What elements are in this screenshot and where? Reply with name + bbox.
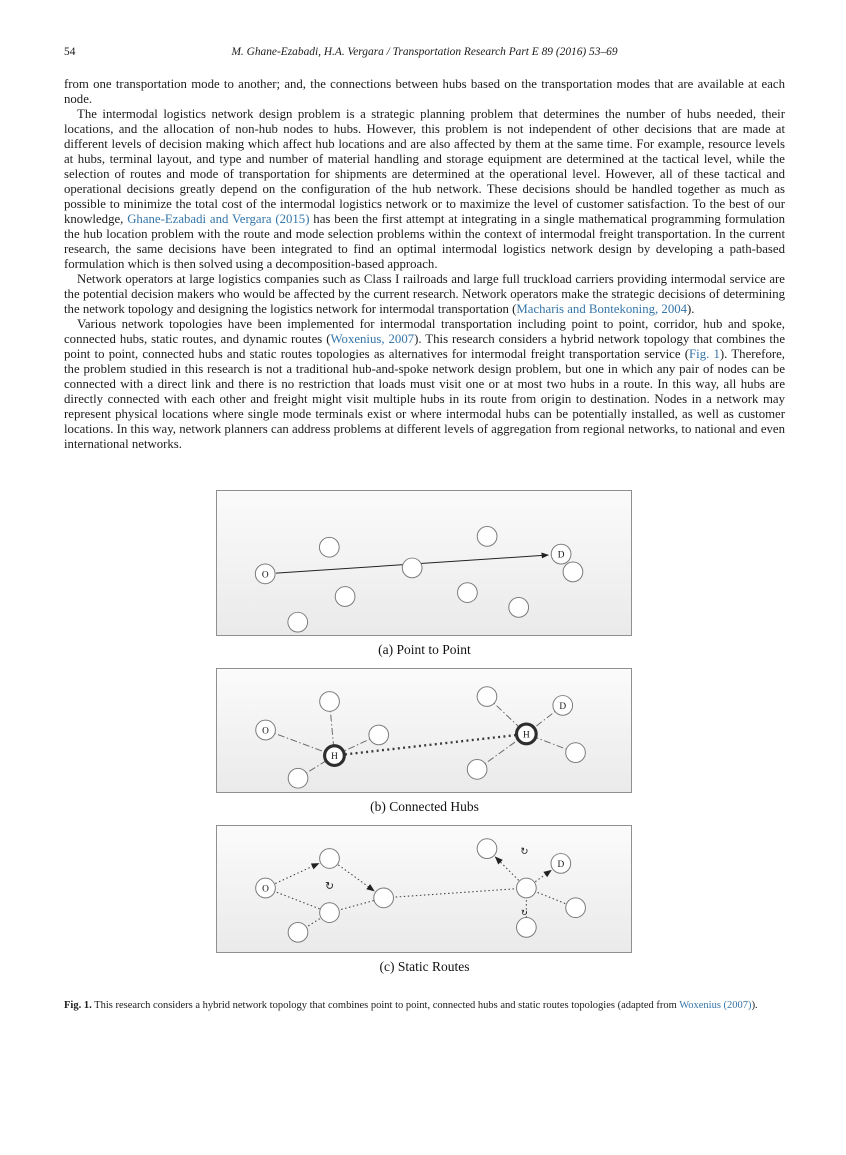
network-nodes bbox=[255, 839, 585, 942]
origin-node bbox=[255, 878, 275, 898]
network-node bbox=[477, 839, 497, 859]
network-node bbox=[508, 598, 528, 618]
origin-label: O bbox=[261, 570, 269, 581]
subcaption-c: (c) Static Routes bbox=[379, 959, 470, 974]
connected-hubs-diagram bbox=[216, 668, 632, 793]
citation-link[interactable]: Macharis and Bontekoning, 2004 bbox=[516, 302, 688, 316]
network-node bbox=[477, 527, 497, 547]
network-node bbox=[565, 898, 585, 918]
network-node bbox=[287, 612, 307, 632]
text-run: Network operators at large logistics companies such as Class I railroads and large full truckload carriers providing intermodal service are the potential decision makers who would be affected by the current research. Network operators make the strategic decisions of determining the network topology and designing the logistics network for intermodal transportation ( bbox=[64, 272, 785, 316]
text-run: ). bbox=[687, 302, 695, 316]
destination-node bbox=[550, 854, 570, 874]
text-run: Various network topologies have been implemented for intermodal transportation including point to point, corridor, hub and spoke, connected hubs, static routes, and dynamic routes ( bbox=[64, 317, 785, 346]
network-node bbox=[373, 888, 393, 908]
destination-label: D bbox=[558, 701, 566, 712]
citation-link[interactable]: Woxenius (2007) bbox=[679, 1000, 752, 1011]
destination-node bbox=[551, 544, 571, 564]
text-run: ). This research considers a hybrid network topology that combines the point to point, connected hubs and static routes topologies as alternatives for intermodal freight transportation service ( bbox=[64, 332, 786, 361]
hub-label: H bbox=[330, 752, 338, 763]
text-run: ). Therefore, the problem studied in this research is not a traditional hub-and-spoke network design problem, but one in which any pair of nodes can be connected with a direct link and there is no restriction that loads must visit one or at most two hubs in a route. In this way, all hubs are directly connected with each other and freight might visit multiple hubs in its route from origin to destination. Nodes in a network may represent physical locations where single mode terminals exist or where intermodal hubs can be potentially installed, as well as customer locations. In this way, network planners can address problems at different levels of aggregation from regional networks, to national and even international networks. bbox=[64, 347, 785, 451]
origin-node bbox=[255, 720, 275, 740]
network-node bbox=[368, 725, 388, 745]
hub-node bbox=[516, 724, 536, 744]
hub-label: H bbox=[522, 730, 530, 741]
destination-label: D bbox=[557, 550, 564, 561]
inter-cluster-route bbox=[383, 888, 526, 898]
text-run: ). bbox=[751, 1000, 758, 1011]
network-node bbox=[467, 760, 487, 780]
paragraph bbox=[64, 77, 785, 107]
figure-caption bbox=[64, 999, 785, 1013]
citation-link[interactable]: Fig. 1 bbox=[689, 347, 720, 361]
network-node bbox=[516, 878, 536, 898]
origin-node bbox=[255, 564, 275, 584]
destination-node bbox=[552, 696, 572, 716]
text-run: The intermodal logistics network design problem is a strategic planning problem that determines the number of hubs needed, their locations, and the allocation of non-hub nodes to hubs. However, this problem is not independent of other decisions that are made at different levels of decision making which affect hub locations and are also affected by them at the same time. For example, resource levels at hubs, terminal layout, and type and number of material handling and storage equipment are determined at the tactical level, while the selection of routes and mode of transportation for shipments are determined at the operational level. However, all of these tactical and operational decisions greatly depend on the configuration of the hub network. These decisions should be handled together as much as possible to minimize the total cost of the intermodal logistics network or to maximize the level of customer satisfaction. To the best of our knowledge, bbox=[64, 107, 785, 226]
network-node bbox=[565, 743, 585, 763]
text-run: This research considers a hybrid network topology that combines point to point, connected hubs and static routes topologies (adapted from bbox=[91, 1000, 680, 1011]
network-node bbox=[319, 849, 339, 869]
hub-to-hub-link bbox=[334, 734, 526, 756]
network-node bbox=[319, 537, 339, 557]
network-node bbox=[402, 558, 422, 578]
text-run: from one transportation mode to another; and, the connections between hubs based on the transportation modes that are available at each node. bbox=[64, 77, 785, 106]
point-to-point-diagram bbox=[216, 490, 632, 636]
figure-1 bbox=[64, 490, 785, 1013]
citation-link[interactable]: Ghane-Ezabadi and Vergara (2015) bbox=[127, 212, 310, 226]
paragraph bbox=[64, 317, 785, 452]
network-node bbox=[319, 903, 339, 923]
page-header bbox=[64, 46, 785, 60]
network-node bbox=[288, 922, 308, 942]
network-nodes bbox=[255, 527, 582, 633]
body-text bbox=[64, 77, 785, 452]
network-node bbox=[563, 562, 583, 582]
network-node bbox=[335, 587, 355, 607]
running-title: M. Ghane-Ezabadi, H.A. Vergara / Transportation Research Part E 89 (2016) 53–69 bbox=[231, 46, 618, 58]
network-node bbox=[457, 583, 477, 603]
static-routes-diagram bbox=[216, 825, 632, 953]
destination-label: D bbox=[556, 859, 564, 870]
citation-link[interactable]: Woxenius, 2007 bbox=[330, 332, 415, 346]
subcaption-b: (b) Connected Hubs bbox=[370, 799, 479, 814]
page-number: 54 bbox=[64, 46, 76, 58]
network-node bbox=[319, 692, 339, 712]
network-nodes bbox=[255, 687, 585, 788]
cycle-arrow-icon: ↻ bbox=[520, 907, 528, 918]
origin-label: O bbox=[261, 884, 269, 895]
network-node bbox=[516, 918, 536, 938]
paragraph bbox=[64, 107, 785, 272]
network-node bbox=[288, 768, 308, 788]
figure-panel-c bbox=[216, 825, 634, 985]
text-run: has been the first attempt at integrating in a single mathematical programming formulation the hub location problem with the route and mode selection problems within the context of intermodal freight transportation. In the current research, the same decisions have been integrated to find an optimal intermodal logistics network design by developing a path-based formulation which is then solved using a decomposition-based approach. bbox=[64, 212, 785, 271]
cycle-arrow-icon: ↻ bbox=[519, 846, 529, 858]
network-node bbox=[477, 687, 497, 707]
origin-label: O bbox=[261, 726, 269, 737]
paragraph bbox=[64, 272, 785, 317]
subcaption-a: (a) Point to Point bbox=[378, 642, 471, 657]
figure-panel-a bbox=[216, 490, 634, 668]
cycle-arrow-icon: ↻ bbox=[324, 879, 334, 893]
caption-label: Fig. 1. bbox=[64, 1000, 92, 1011]
hub-node bbox=[324, 746, 344, 766]
figure-panel-b bbox=[216, 668, 634, 825]
